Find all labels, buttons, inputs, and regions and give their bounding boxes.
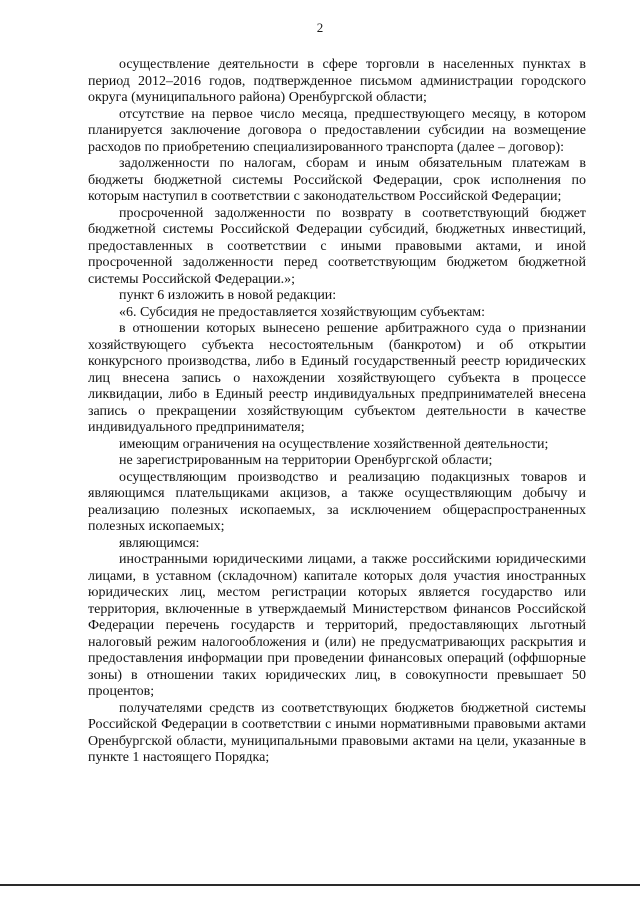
paragraph: осуществление деятельности в сфере торговли в населенных пунктах в период 2012–2016 годов, подтвержденное письмом администрации городского округа (муниципального района) Оренбургской области; [88,57,586,105]
paragraph: иностранными юридическими лицами, а также российскими юридическими лицами, в уставном (складочном) капитале которых доля участия иностранных юридических лиц, местом регистрации которых является государство или территория, включенные в утверждаемый Министерством финансов Российской Федерации перечень государств и территорий, предоставляющих льготный налоговый режим налогообложения и (или) не предусматривающих раскрытия и предоставления информации при проведении финансовых операций (оффшорные зоны) в отношении таких юридических лиц, в совокупности превышает 50 процентов; [88,552,586,699]
paragraph: отсутствие на первое число месяца, предшествующего месяцу, в котором планируется заключение договора о предоставлении субсидии на возмещение расходов по приобретению специализированного транспорта (далее – договор): [88,106,586,155]
paragraph: не зарегистрированным на территории Оренбургской области; [119,453,493,468]
paragraph: «6. Субсидия не предоставляется хозяйствующим субъектам: [119,304,486,320]
paragraph: являющимся: [119,535,200,551]
page-number: 2 [316,20,324,35]
paragraph: осуществляющим производство и реализацию подакцизных товаров и являющимся плательщиками акцизов, а также осуществляющим добычу и реализацию полезных ископаемых, за исключением общераспространенных полезных ископаемых; [88,469,586,534]
paragraph: получателями средств из соответствующих бюджетов бюджетной системы Российской Федерации в соответствии с иными нормативными правовыми актами Оренбургской области, муниципальными правовыми актами на цели, указанные в пункте 1 настоящего Порядка; [88,700,586,765]
paragraph: имеющим ограничения на осуществление хозяйственной деятельности; [119,436,549,452]
paragraph: просроченной задолженности по возврату в соответствующий бюджет бюджетной системы Российской Федерации субсидий, бюджетных инвестиций, предоставленных в соответствии с иными правовыми актами, и иной просроченной задолженности перед соответствующим бюджетом бюджетной системы Российской Федерации.»; [88,205,586,287]
paragraph: задолженности по налогам, сборам и иным обязательным платежам в бюджеты бюджетной системы Российской Федерации, срок исполнения по которым наступил в соответствии с законодательством Российской Федерации; [88,156,586,204]
paragraph: пункт 6 изложить в новой редакции: [119,288,337,303]
paragraph: в отношении которых вынесено решение арбитражного суда о признании хозяйствующего субъекта несостоятельным (банкротом) и об открытии конкурсного производства, либо в Единый государственный реестр юридических лиц внесена запись о нахождении хозяйствующего субъекта в процессе ликвидации, либо в Единый реестр индивидуальных предпринимателей внесена запись о прекращении хозяйствующим субъектом деятельности в качестве индивидуального предпринимателя; [88,321,586,435]
page-bottom-border [0,884,640,886]
document-body [88,57,586,767]
